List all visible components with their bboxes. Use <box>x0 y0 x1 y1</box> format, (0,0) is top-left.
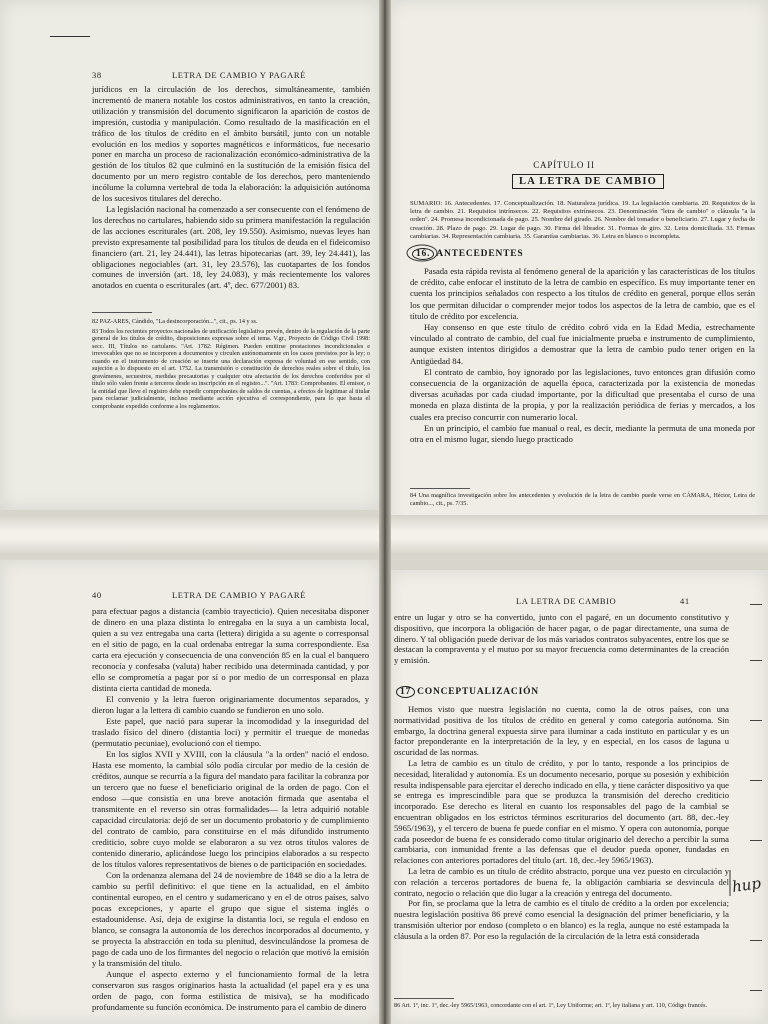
body-text <box>92 84 370 291</box>
footnote: 83 Todos los recientes proyectos nacionales de unificación legislativa prevén, dentro de la regulación de la parte general de los títulos de crédito, disposiciones expresas sobre el tema. V.gr., Proyecto de Código Civil 1998: secc. III, Títulos no cartulares. "Art. 1782: Régimen. Pueden emitirse prestaciones incondicionales e irrevocables que no se incorporen a documentos y circulen autónomamente en los casos previstos por la ley; o cuando en el instrumento de creación se inserte una declaración expresa de voluntad en ese sentido, con sujeción a lo dispuesto en el art. 1752. La transmisión o constitución de derechos reales sobre el título, los gravámenes, secuestros, medidas precautorias y cualquier otra afectación de los derechos conferidos por el título sólo valen frente a terceros desde su inscripción en el registro...". "Art. 1783: Comprobantes. El emisor, o la entidad que lleve el registro debe expedir comprobantes de saldos de cuentas, a efectos de legitimar al titular para reclamar judicialmente, incluso mediante acción ejecutiva el correspondiente, para lo que basta el comprobante expedido conforme a los reglamentos. <box>92 327 370 410</box>
margin-tick <box>750 660 762 661</box>
running-head: LETRA DE CAMBIO Y PAGARÉ <box>172 70 306 80</box>
section-heading <box>396 686 539 698</box>
paragraph: En un principio, el cambio fue manual o real, es decir, mediante la permuta de una moneda por otra en el mismo lugar, siendo luego practicado <box>410 422 755 445</box>
binding-gutter <box>379 0 391 1024</box>
handwritten-margin-note: hup <box>730 874 763 896</box>
paragraph: La letra de cambio es un título de crédito, y por lo tanto, responde a los principios de necesidad, literalidad y autonomía. Es un documento necesario, porque su posesión y exhibición resulta indispensable para ejercitar el derecho indicado en ella, y tiene carácter dispositivo ya que se entrega es imprescindible para que se produzca la transmisión del derecho crediticio incorporado. Ese derecho es literal en cuanto los responsables del pago de la cambial se encuentran obligados en los estrictos términos escriturarios del documento (art. 88, dec.-ley 5965/1963), y el tercero de buena fe puede confiar en el mismo. Y opera con autonomía, porque cada poseedor de buena fe es considerado como titular originario del derecho a percibir la suma cambiaria, con inmunidad frente a las defensas que el deudor pueda oponer, fundadas en relaciones con anteriores portadores del título (art. 18, dec.-ley 5965/1963). <box>394 757 729 866</box>
footnote-rule <box>394 998 454 999</box>
body-text <box>394 612 729 666</box>
footnote-rule <box>410 488 470 489</box>
chapter-title: LA LETRA DE CAMBIO <box>512 174 664 189</box>
paragraph: Hemos visto que nuestra legislación no cuenta, como la de otros países, con una normatividad positiva de los títulos de crédito en general y como categoría autónoma. Sin embargo, la doctrina general expuesta sirve para iluminar a cada instituto en particular y es un factor preponderante en la interpretación de la ley, y en especial, en los casos de laguna u oscuridad de las normas. <box>394 704 729 758</box>
body-text <box>410 266 755 445</box>
paragraph: Hay consenso en que este título de crédito cobró vida en la Edad Media, estrechamente vinculado al contrato de cambio, del cual fue inicialmente prueba e instrumento de cumplimiento, aunque existen intentos dirigidos a demostrar que la letra de cambio pudo tener origen en la Antigüedad 84. <box>410 322 755 366</box>
margin-tick <box>750 840 762 841</box>
footnotes <box>92 318 370 412</box>
paragraph: Este papel, que nació para superar la incomodidad y la inseguridad del traslado físico del dinero (distantia loci) y permitir el trueque de monedas (permutatio pecuniae), evolucionó con el tiempo. <box>92 716 369 748</box>
paragraph: Por fin, se proclama que la letra de cambio es el título de crédito a la orden por excelencia; nuestra legislación positiva 86 prevé como esencial la designación del primer beneficiario, y la transmisión ulterior por endoso (completo o en blanco) es la regla, aunque no esté estampada la cláusula a la orden 87. Por eso la regulación de la circulación de la letra está considerada <box>394 898 729 941</box>
paragraph: Con la ordenanza alemana del 24 de noviembre de 1848 se dio a la letra de cambio su perfil definitivo: el que tiene en la actualidad, en el ámbito continental europeo, en el centro y sudamericano y en el de otros países, salvo pocas excepciones, y aparte el grupo que sigue el sistema inglés o estadounidense. Así, deja de exigirse la distantia loci, se regula el endoso en blanco, se consagra la autonomía de los derechos incorporados al documento, y se proyecta la abstracción en toda su plenitud, desvinculándose la promesa de pago de cada uno de los firmantes del negocio o relación que motivó la emisión y la transmisión del título. <box>92 870 369 968</box>
footnote-rule <box>92 312 152 313</box>
margin-tick <box>750 780 762 781</box>
paragraph: entre un lugar y otro se ha convertido, junto con el pagaré, en un documento constitutivo y dispositivo, que incorpora la obligación de hacer pagar, o de pagar directamente, una suma de dinero. Y tal obligación puede derivar de los más variados contratos subyacentes, entre los que se destacan la compraventa y el mutuo por su mayor frecuencia como determinantes de la creación y emisión. <box>394 612 729 666</box>
chapter-label: CAPÍTULO II <box>533 160 595 170</box>
section-number: 16. <box>412 248 434 260</box>
running-head: LA LETRA DE CAMBIO <box>516 596 617 606</box>
page-number: 40 <box>92 590 102 600</box>
paragraph: El convenio y la letra fueron originariamente documentos separados, y dieron lugar a la lettera di cambio cuando se fundieron en uno solo. <box>92 694 369 715</box>
paragraph: La letra de cambio es un título de crédito abstracto, porque una vez puesto en circulación y con relación a terceros portadores de buena fe, la obligación cambiaria se desvincula del contrato, negocio o relación que dio lugar a la creación y entrega del documento. <box>394 865 729 898</box>
body-text <box>92 606 369 1013</box>
page-number: 41 <box>680 596 690 606</box>
paragraph: En los siglos XVII y XVIII, con la cláusula "a la orden" nació el endoso. Hasta ese momento, la cambial sólo podía circular por medio de la cesión de créditos, aunque se recurría a la figura del mandato para facilitar la cobranza por un tercero que no fuese el beneficiario original de la orden de pago. Con el endoso —que consistía en una breve anotación firmada que asentaba el transmitente en el reverso sin otras formalidades— la letra adquirió notable capacidad circulatoria: dejó de ser un documento probatorio y de cumplimiento del contrato de cambio, para constituirse en el más difundido instrumento crediticio, sobre cuyo molde se elaboraron a su vez otros títulos valores de contenido dinerario, aplicándose luego los principios elaborados a su respecto de los títulos valores representativos de bienes o de participación en sociedades. <box>92 749 369 869</box>
margin-tick <box>750 720 762 721</box>
pencil-circle-mark <box>405 243 439 263</box>
paragraph: Pasada esta rápida revista al fenómeno general de la aparición y las características de los títulos de crédito, cabe enfocar el instituto de la letra de cambio en específico. Es muy importante tener en cuenta los principios señalados con respecto a los títulos de crédito en general, porque ellos serán los que permitan dilucidar o comprender mejor todos los aspectos de la letra de cambio, que es el título de crédito por excelencia. <box>410 266 755 321</box>
paragraph: Aunque el aspecto externo y el funcionamiento formal de la letra conservaron sus rasgos originarios hasta la actualidad (el papel era y es una orden de pago, con forma estilística de misiva), se ha modificado profundamente su función económica. De instrumento para el cambio de dinero <box>92 969 369 1012</box>
chapter-summary: SUMARIO: 16. Antecedentes. 17. Conceptualización. 18. Naturaleza jurídica. 19. La legislación cambiaria. 20. Requisitos de la letra de cambio. 21. Requisitos intrínsecos. 22. Requisitos extrínsecos. 23. Denominación "letra de cambio" o cláusula "a la orden". 24. Promesa incondicionada de pago. 25. Nombre del girado. 26. Nombre del tomador o beneficiario. 27. Lugar y fecha de creación. 28. Plazo de pago. 29. Lugar de pago. 30. Firma del librador. 31. Formas de giro. 32. Letra domiciliada. 33. Firmas cambiarias. 34. Representación cambiaria. 35. Garantías cambiarias. 36. Letra en blanco o incompleta. <box>410 200 755 240</box>
footnote: 86 Art. 1º, inc. 1º, dec.-ley 5965/1963, concordante con el art. 1º, Ley Uniforme; art. 1º, ley italiana y art. 110, Código francés. <box>394 1002 708 1009</box>
page-number: 38 <box>92 70 102 80</box>
margin-bracket-mark <box>728 868 766 898</box>
paragraph: para efectuar pagos a distancia (cambio trayecticio). Quien necesitaba disponer de dinero en una plaza distinta lo entregaba en la suya a un cambista local, quien a su vez entregaba una carta (lettera) dirigida a su agente o corresponsal en el sitio de pago, en la cual ordenaba entregar la suma correspondiente. Esa carta era ejecución y consecuencia de una convención 85 en la cual el banquero reconocía y confesaba (valuta) haber recibido una determinada cantidad, y por ello se comprometía a pagar por sí o por medio de un corresponsal en plaza distinta cierta cantidad de moneda. <box>92 606 369 693</box>
body-text <box>394 704 729 942</box>
margin-tick <box>750 940 762 941</box>
paragraph: La legislación nacional ha comenzado a ser consecuente con el fenómeno de los derechos no cartulares, habiendo sido su primera manifestación la regulación de las acciones escriturales (art. 208, ley 19.550). Asimismo, nuevas leyes han previsto expresamente tal posibilidad para los títulos de deuda en el fideicomiso financiero (art. 21, ley 24.441), las letras hipotecarias (art. 39, ley 24.441), las obligaciones negociables (art. 31, ley 23.576), las cuotapartes de los fondos comunes de inversión (art. 18, ley 24.083), y más recientemente los valores anotados en cuenta o escriturales (art. 4º, dec. 677/2001) 83. <box>92 203 370 291</box>
section-title: ANTECEDENTES <box>436 249 524 259</box>
running-head: LETRA DE CAMBIO Y PAGARÉ <box>172 590 306 600</box>
footnote: 84 Una magnífica investigación sobre los antecedentes y evolución de la letra de cambio puede verse en CÁMARA, Héctor, Letra de cambio..., cit., ps. 7/35. <box>410 492 755 507</box>
margin-tick <box>750 990 762 991</box>
footnote: 82 PAZ-ARES, Cándido, "La desincorporación...", cit., ps. 14 y ss. <box>92 318 258 325</box>
paragraph: jurídicos en la circulación de los derechos, simultáneamente, también incrementó de manera notable los costos administrativos, en tanto la creación, utilización y transmisión del documento significaron la aparición de costos de impresión, custodia y manipulación. Como resultado de la masificación en el tráfico de los títulos de crédito en el ámbito bursátil, junto con un notable evolución en los medios y soportes magnéticos e informáticos, fue necesario poner en marcha un proceso de racionalización económico-administrativa de la gestión de los títulos 82 que culminó en la sustitución de la emisión física del documento por un mero registro contable de los derechos, pero manteniendo incólume la columna vertebral de toda la elaboración: la adquisición autónoma de los sucesivos titulares del derecho. <box>92 84 370 204</box>
section-title: CONCEPTUALIZACIÓN <box>417 687 539 697</box>
section-number: 17 <box>396 686 415 698</box>
scan-mark <box>50 36 90 37</box>
paragraph: El contrato de cambio, hoy ignorado por las legislaciones, tuvo entonces gran difusión como consecuencia de la organización de aquella época, caracterizada por la existencia de monedas diversas acuñadas por cada ciudad importante, por la dificultad que presentaba el curso de una moneda en plaza distinta de la propia, y por la realización periódica de ferias y mercados, a los cuales era preciso concurrir con numerario local. <box>410 366 755 422</box>
margin-tick <box>750 604 762 605</box>
